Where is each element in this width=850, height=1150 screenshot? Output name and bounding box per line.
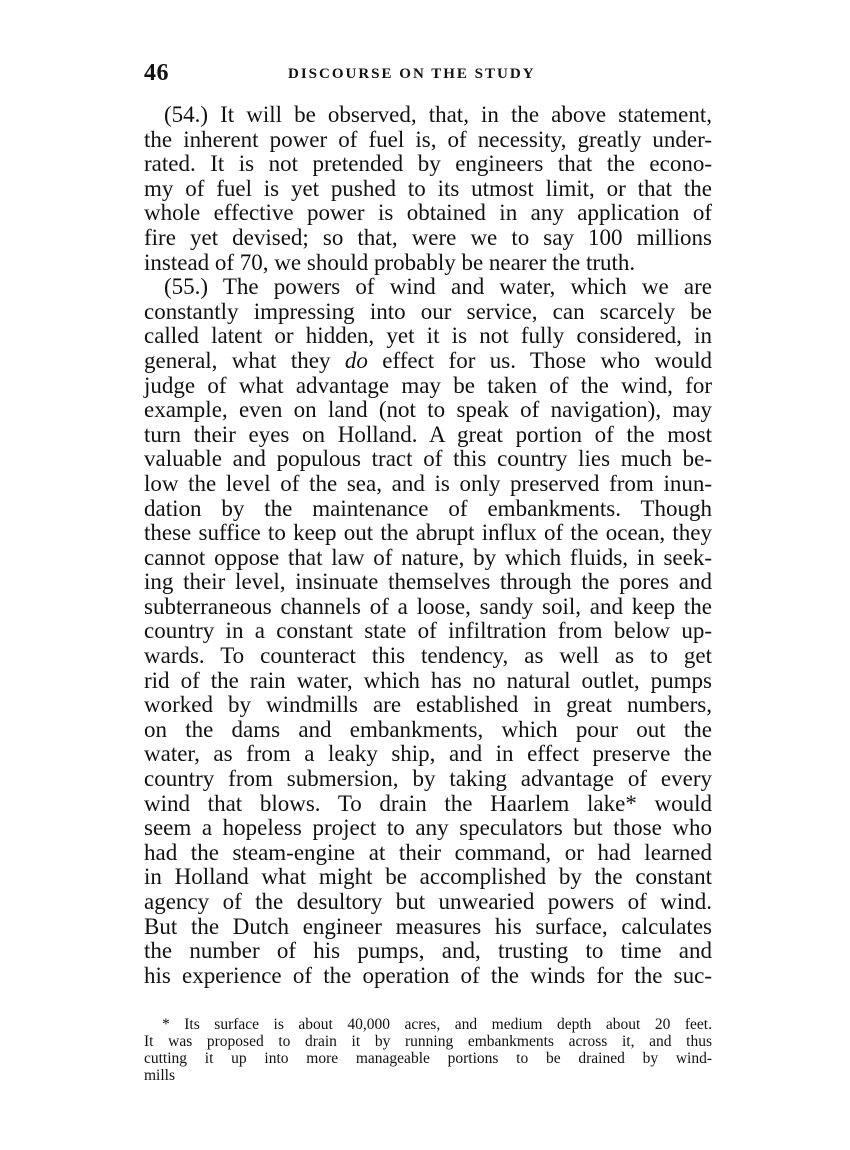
text-line: fire yet devised; so that, were we to say 100 millions (144, 224, 712, 250)
page-number: 46 (144, 60, 169, 86)
text-line: dation by the maintenance of embankments. Though (144, 495, 712, 521)
text-line: subterraneous channels of a loose, sandy soil, and keep the (144, 593, 712, 619)
footnote (144, 1016, 712, 1084)
text-line: judge of what advantage may be taken of the wind, for (144, 372, 712, 398)
text-line: But the Dutch engineer measures his surface, calculates (144, 913, 712, 939)
text-line: these suffice to keep out the abrupt influx of the ocean, they (144, 520, 712, 546)
text-line: the inherent power of fuel is, of necessity, greatly under- (144, 126, 712, 152)
text-line: had the steam-engine at their command, or had learned (144, 839, 712, 865)
text-line: (54.) It will be observed, that, in the above statement, (164, 102, 712, 127)
text-line: his experience of the operation of the winds for the suc- (144, 962, 712, 988)
text-line: whole effective power is obtained in any application of (144, 200, 712, 226)
text-line: rid of the rain water, which has no natural outlet, pumps (144, 667, 712, 693)
text-line: turn their eyes on Holland. A great portion of the most (144, 421, 712, 447)
body-text (144, 103, 712, 988)
text-line: valuable and populous tract of this country lies much be- (144, 446, 712, 472)
running-head (144, 60, 712, 96)
text-line: cannot oppose that law of nature, by which fluids, in seek- (144, 544, 712, 570)
text-line: agency of the desultory but unwearied powers of wind. (144, 889, 712, 914)
text-line: wind that blows. To drain the Haarlem lake* would (144, 790, 712, 816)
text-line: on the dams and embankments, which pour out the (144, 716, 712, 742)
footnote-line: mills (144, 1067, 176, 1085)
text-line: rated. It is not pretended by engineers that the econo- (144, 151, 712, 177)
text-line: country from submersion, by taking advantage of every (144, 766, 712, 792)
text-line: the number of his pumps, and, trusting to time and (144, 938, 712, 964)
text-line: seem a hopeless project to any speculators but those who (144, 815, 712, 841)
text-line: general, what they do effect for us. Those who would (144, 347, 712, 373)
footnote-line: * Its surface is about 40,000 acres, and medium depth about 20 feet. (162, 1016, 712, 1034)
text-line: instead of 70, we should probably be nearer the truth. (144, 249, 636, 275)
text-line: my of fuel is yet pushed to its utmost limit, or that the (144, 175, 712, 201)
text-line: water, as from a leaky ship, and in effect preserve the (144, 741, 712, 767)
footnote-line: cutting it up into more manageable portions to be drained by wind- (144, 1050, 712, 1068)
text-line: country in a constant state of infiltration from below up- (144, 618, 712, 644)
text-line: called latent or hidden, yet it is not fully considered, in (144, 323, 712, 349)
text-line: low the level of the sea, and is only preserved from inun- (144, 470, 712, 496)
text-line: in Holland what might be accomplished by the constant (144, 864, 712, 890)
text-line: example, even on land (not to speak of navigation), may (144, 397, 712, 423)
footnote-line: It was proposed to drain it by running embankments across it, and thus (144, 1033, 712, 1051)
book-page (144, 60, 712, 1084)
text-line: (55.) The powers of wind and water, which we are (164, 274, 712, 300)
text-line: worked by windmills are established in great numbers, (144, 692, 712, 718)
text-line: ing their level, insinuate themselves through the pores and (144, 569, 712, 595)
running-title: DISCOURSE ON THE STUDY (288, 66, 536, 82)
text-line: constantly impressing into our service, can scarcely be (144, 298, 712, 324)
text-line: wards. To counteract this tendency, as well as to get (144, 643, 712, 669)
